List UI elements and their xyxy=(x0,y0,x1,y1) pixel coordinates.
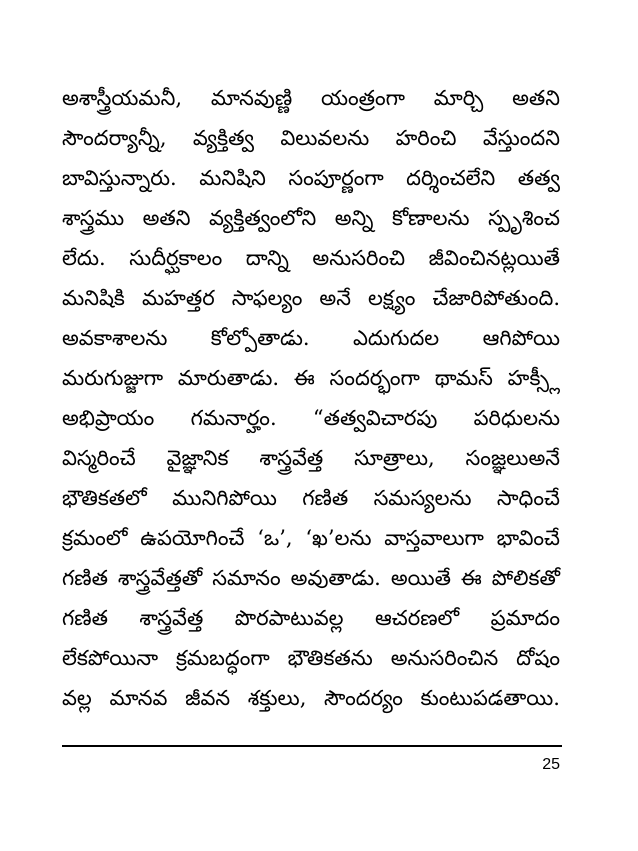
page-body-text xyxy=(62,82,560,722)
text-line-3: బావిస్తున్నారు. మనిషిని సంపూర్ణంగా దర్శించలేని తత్వ xyxy=(62,166,560,190)
page-number: 25 xyxy=(542,756,560,773)
text-line-10: విస్మరించే వైజ్ఞానిక శాస్త్రవేత్త సూత్రాలు, సంజ్ఞలుఅనే xyxy=(62,446,560,470)
text-line-7: అవకాశాలను కోల్పోతాడు. ఎదుగుదల ఆగిపోయి xyxy=(62,326,560,350)
text-line-6: మనిషికి మహత్తర సాఫల్యం అనే లక్ష్యం చేజారిపోతుంది. xyxy=(62,286,560,310)
text-line-13: గణిత శాస్త్రవేత్తతో సమానం అవుతాడు. అయితే ఈ పోలికతో xyxy=(62,566,560,590)
text-line-1: అశాస్త్రీయమనీ, మానవుణ్ణి యంత్రంగా మార్చి అతని xyxy=(62,86,560,110)
text-line-16: వల్ల మానవ జీవన శక్తులు, సౌందర్యం కుంటుపడతాయి. xyxy=(62,686,560,710)
text-line-5: లేదు. సుదీర్ఘకాలం దాన్ని అనుసరించి జీవించినట్లయితే xyxy=(62,246,560,270)
text-line-2: సౌందర్యాన్నీ, వ్యక్తిత్వ విలువలను హరించి వేస్తుందని xyxy=(62,126,560,150)
text-line-15: లేకపోయినా క్రమబద్ధంగా భౌతికతను అనుసరించిన దోషం xyxy=(62,646,560,670)
text-line-8: మరుగుజ్జుగా మారుతాడు. ఈ సందర్భంగా థామస్ హక్స్లీ xyxy=(62,366,560,390)
text-line-9: అభిప్రాయం గమనార్హం. “తత్వవిచారపు పరిధులను xyxy=(62,406,560,430)
text-line-4: శాస్త్రము అతని వ్యక్తిత్వంలోని అన్ని కోణాలను స్పృశించ xyxy=(62,206,560,230)
text-line-12: క్రమంలో ఉపయోగించే ‘ఒ’, ‘ఖ’లను వాస్తవాలుగా భావించే xyxy=(62,526,560,550)
text-line-11: భౌతికతలో మునిగిపోయి గణిత సమస్యలను సాధించే xyxy=(62,486,560,510)
text-line-14: గణిత శాస్త్రవేత్త పొరపాటువల్ల ఆచరణలో ప్రమాదం xyxy=(62,606,560,630)
footer-divider xyxy=(62,745,562,747)
